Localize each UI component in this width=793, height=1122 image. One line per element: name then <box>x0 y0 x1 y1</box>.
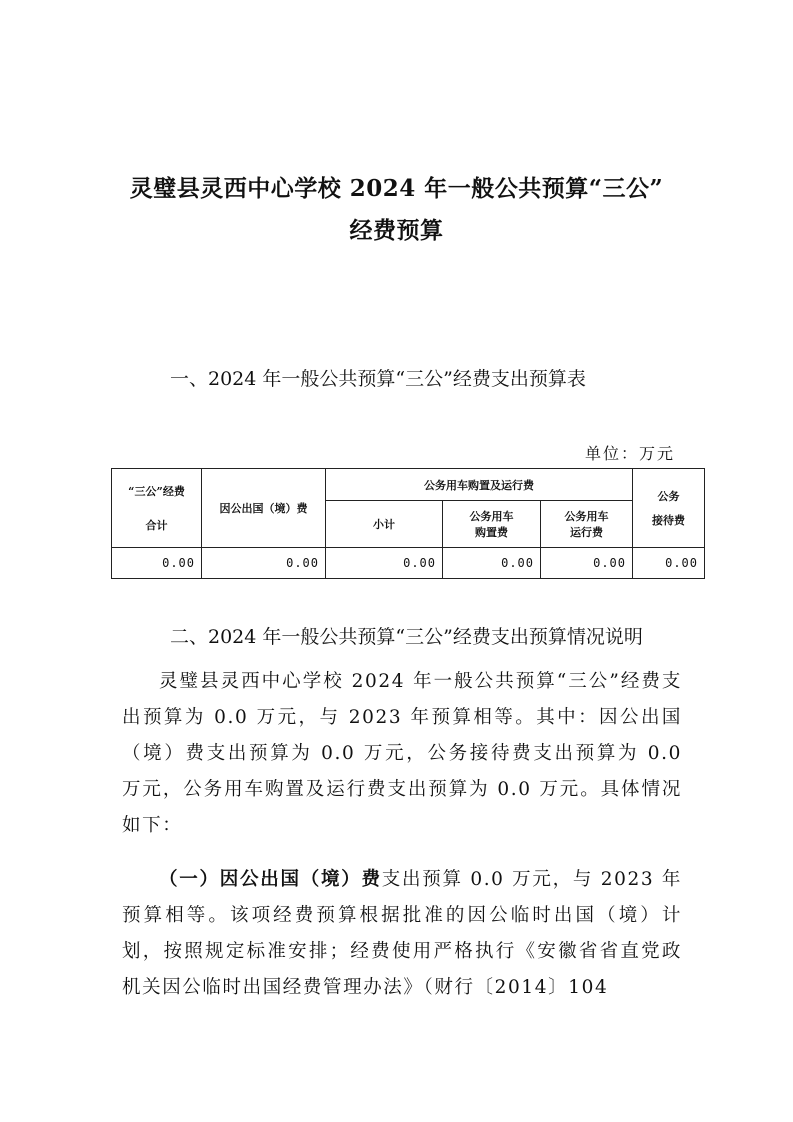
cell-abroad: 0.00 <box>202 548 326 579</box>
header-subtotal: 小计 <box>326 501 443 548</box>
title-line-1: 灵璧县灵西中心学校 2024 年一般公共预算“三公” <box>129 175 664 202</box>
header-reception-line2: 接待费 <box>652 514 685 527</box>
header-total-line1: “三公”经费 <box>128 485 185 498</box>
table-row <box>112 548 705 579</box>
header-car-run-line2: 运行费 <box>570 526 603 540</box>
header-car-purchase-line1: 公务用车 <box>469 510 514 524</box>
cell-reception: 0.00 <box>633 548 705 579</box>
header-reception-line1: 公务 <box>657 490 680 503</box>
cell-subtotal: 0.00 <box>326 548 443 579</box>
paragraph-abroad-body: 支出预算 0.0 万元，与 2023 年预算相等。该项经费预算根据批准的因公临时出国（境）计划，按照规定标准安排；经费使用严格执行《安徽省省直党政机关因公临时出国经费管理办法》（财行〔2014〕104 <box>122 869 682 998</box>
cell-total: 0.00 <box>112 548 202 579</box>
paragraph-summary: 灵璧县灵西中心学校 2024 年一般公共预算“三公”经费支出预算为 0.0 万元，与 2023 年预算相等。其中：因公出国（境）费支出预算为 0.0 万元，公务接待费支出预算为 0.0 万元，公务用车购置及运行费支出预算为 0.0 万元。具体情况如下： <box>122 671 682 836</box>
header-car-run-line1: 公务用车 <box>564 510 609 524</box>
header-total-line2: 合计 <box>145 519 168 532</box>
header-car-run <box>541 501 633 548</box>
section-1-heading: 一、2024 年一般公共预算“三公”经费支出预算表 <box>170 368 586 390</box>
document-title <box>60 168 733 252</box>
paragraph-abroad <box>122 862 682 1006</box>
paragraph-abroad-heading: （一）因公出国（境）费 <box>159 869 382 890</box>
cell-car-run: 0.00 <box>541 548 633 579</box>
header-total <box>112 469 202 548</box>
header-car-purchase-line2: 购置费 <box>475 526 508 540</box>
header-abroad: 因公出国（境）费 <box>202 469 326 548</box>
header-car-group: 公务用车购置及运行费 <box>326 469 633 501</box>
section-2-heading: 二、2024 年一般公共预算“三公”经费支出预算情况说明 <box>170 626 643 648</box>
budget-table <box>111 468 705 579</box>
unit-label: 单位：万元 <box>584 444 675 463</box>
header-car-purchase <box>443 501 541 548</box>
cell-car-purchase: 0.00 <box>443 548 541 579</box>
title-line-2: 经费预算 <box>349 217 444 244</box>
header-reception <box>633 469 705 548</box>
